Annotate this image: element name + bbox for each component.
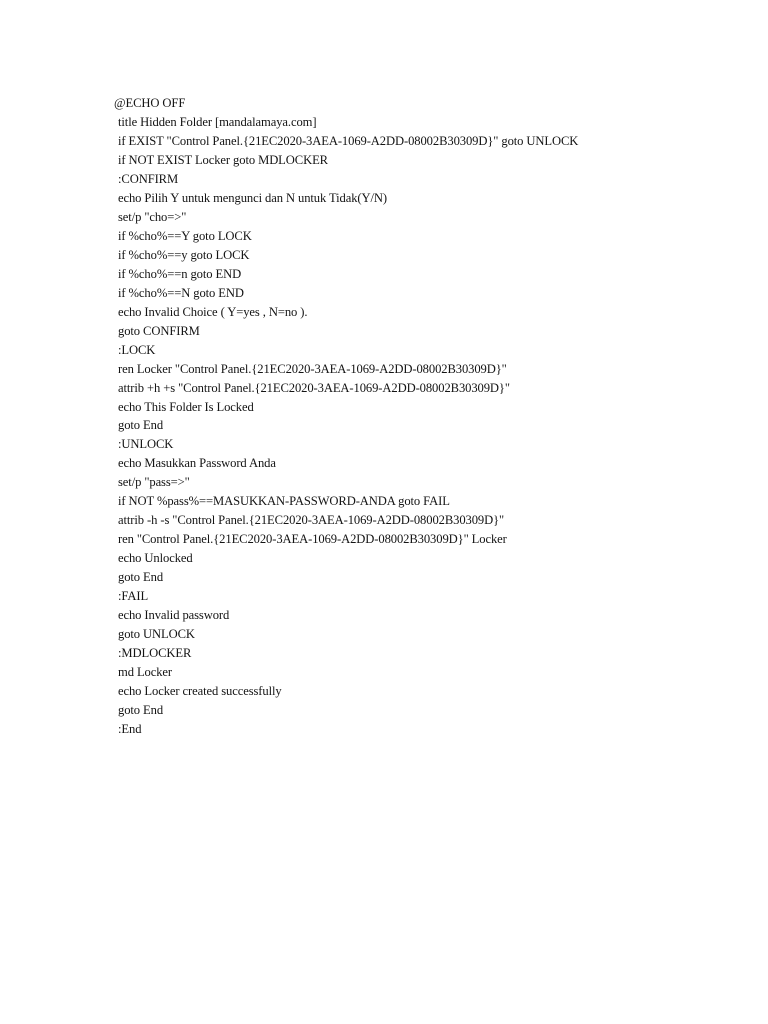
script-line: :CONFIRM <box>118 171 179 186</box>
script-line: if EXIST "Control Panel.{21EC2020-3AEA-1069-A2DD-08002B30309D}" goto UNLOCK <box>118 133 579 148</box>
script-line: if %cho%==n goto END <box>118 266 242 281</box>
script-line: @ECHO OFF <box>114 96 186 110</box>
script-line: if NOT %pass%==MASUKKAN-PASSWORD-ANDA goto FAIL <box>118 494 450 509</box>
script-line: ren "Control Panel.{21EC2020-3AEA-1069-A2DD-08002B30309D}" Locker <box>118 532 507 547</box>
script-line: echo Pilih Y untuk mengunci dan N untuk Tidak(Y/N) <box>118 190 388 205</box>
script-line: attrib +h +s "Control Panel.{21EC2020-3AEA-1069-A2DD-08002B30309D}" <box>118 380 510 395</box>
script-line: title Hidden Folder [mandalamaya.com] <box>118 114 317 129</box>
script-line: if %cho%==Y goto LOCK <box>118 228 252 243</box>
script-line: echo Invalid Choice ( Y=yes , N=no ). <box>118 304 308 319</box>
script-line: goto UNLOCK <box>118 627 195 642</box>
script-line: echo Unlocked <box>118 551 193 566</box>
script-line: md Locker <box>118 665 173 680</box>
script-line: goto CONFIRM <box>118 323 200 338</box>
script-line: set/p "cho=>" <box>118 209 187 224</box>
script-line: :UNLOCK <box>118 437 174 452</box>
script-line: set/p "pass=>" <box>118 475 190 490</box>
script-line: if NOT EXIST Locker goto MDLOCKER <box>118 152 328 167</box>
script-line: if %cho%==N goto END <box>118 285 244 300</box>
script-line: goto End <box>118 418 164 433</box>
script-line: echo Locker created successfully <box>118 684 282 699</box>
script-line: :MDLOCKER <box>118 646 192 661</box>
script-line: :FAIL <box>118 589 149 604</box>
script-line: echo Masukkan Password Anda <box>118 456 276 471</box>
script-line: :End <box>118 721 142 736</box>
script-line: echo Invalid password <box>118 608 230 623</box>
script-line: goto End <box>118 703 164 717</box>
script-line: echo This Folder Is Locked <box>118 399 254 414</box>
script-line: attrib -h -s "Control Panel.{21EC2020-3AEA-1069-A2DD-08002B30309D}" <box>118 513 505 528</box>
script-line: goto End <box>118 570 164 585</box>
script-line: ren Locker "Control Panel.{21EC2020-3AEA-1069-A2DD-08002B30309D}" <box>118 361 507 376</box>
script-line: :LOCK <box>118 342 156 357</box>
script-line: if %cho%==y goto LOCK <box>118 247 250 262</box>
batch-script-text <box>114 94 734 739</box>
